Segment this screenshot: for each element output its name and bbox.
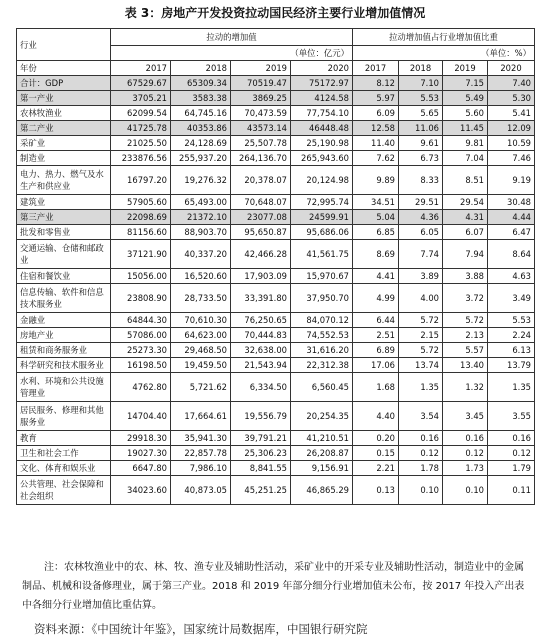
table-cell: 0.16 <box>488 431 535 446</box>
table-cell: 4.31 <box>443 210 488 225</box>
table-cell: 3705.21 <box>111 91 171 106</box>
row-label: 科学研究和技术服务业 <box>17 358 111 373</box>
table-cell: 5.53 <box>399 91 443 106</box>
table-cell: 0.13 <box>353 476 399 505</box>
table-cell: 0.11 <box>488 476 535 505</box>
table-row <box>17 476 535 505</box>
table-cell: 5.04 <box>353 210 399 225</box>
table-cell: 76,250.65 <box>231 313 291 328</box>
table-cell: 40,873.05 <box>171 476 231 505</box>
table-cell: 29.54 <box>443 195 488 210</box>
table-cell: 45,251.25 <box>231 476 291 505</box>
table-cell: 46,865.29 <box>291 476 353 505</box>
table-cell: 24,128.69 <box>171 136 231 151</box>
table-cell: 1.68 <box>353 373 399 402</box>
table-cell: 25,306.23 <box>231 446 291 461</box>
table-cell: 0.16 <box>399 431 443 446</box>
table-cell: 37121.90 <box>111 240 171 269</box>
row-label: 农林牧渔业 <box>17 106 111 121</box>
table-cell: 5.65 <box>399 106 443 121</box>
table-cell: 77,754.10 <box>291 106 353 121</box>
table-cell: 14704.40 <box>111 402 171 431</box>
table-cell: 39,791.21 <box>231 431 291 446</box>
table-cell: 4.40 <box>353 402 399 431</box>
table-cell: 57905.60 <box>111 195 171 210</box>
table-cell: 6.05 <box>399 225 443 240</box>
table-cell: 1.78 <box>399 461 443 476</box>
table-cell: 5.41 <box>488 106 535 121</box>
value-group-header <box>111 29 353 46</box>
table-cell: 6.47 <box>488 225 535 240</box>
table-cell: 3.45 <box>443 402 488 431</box>
table-cell: 7.62 <box>353 151 399 166</box>
row-label: 采矿业 <box>17 136 111 151</box>
table-cell: 2.13 <box>443 328 488 343</box>
table-cell: 88,903.70 <box>171 225 231 240</box>
row-label: 第二产业 <box>17 121 111 136</box>
row-label: 卫生和社会工作 <box>17 446 111 461</box>
table-cell: 1.79 <box>488 461 535 476</box>
value-group-title: 拉动的增加值 <box>206 32 257 42</box>
table-row <box>17 284 535 313</box>
table-cell: 7.74 <box>399 240 443 269</box>
footnote: 注：农林牧渔业中的农、林、牧、渔专业及辅助性活动，采矿业中的开采专业及辅助性活动，制造业中的金属制品、机械和设备修理业，属于第三产业。2018 和 2019 年部分细分行业增加值未公布，按 2017 年投入产出表中各细分行业增加值比重估算。 <box>22 562 525 611</box>
table-cell: 7.04 <box>443 151 488 166</box>
table-cell: 25,507.78 <box>231 136 291 151</box>
table-cell: 7.40 <box>488 76 535 91</box>
table-cell: 62099.54 <box>111 106 171 121</box>
table-cell: 70,648.07 <box>231 195 291 210</box>
table-cell: 57086.00 <box>111 328 171 343</box>
table-cell: 5.57 <box>443 343 488 358</box>
table-cell: 5.72 <box>399 313 443 328</box>
table-cell: 81156.60 <box>111 225 171 240</box>
table-cell: 2.15 <box>399 328 443 343</box>
table-cell: 0.10 <box>443 476 488 505</box>
table-cell: 4762.80 <box>111 373 171 402</box>
table-cell: 34.51 <box>353 195 399 210</box>
table-cell: 30.48 <box>488 195 535 210</box>
table-cell: 12.58 <box>353 121 399 136</box>
table-cell: 0.12 <box>443 446 488 461</box>
table-cell: 2.21 <box>353 461 399 476</box>
table-cell: 8.64 <box>488 240 535 269</box>
table-cell: 3583.38 <box>171 91 231 106</box>
table-cell: 0.16 <box>443 431 488 446</box>
table-cell: 4.00 <box>399 284 443 313</box>
table-cell: 7,986.10 <box>171 461 231 476</box>
table-row <box>17 195 535 210</box>
table-cell: 1.32 <box>443 373 488 402</box>
row-label: 合计：GDP <box>17 76 111 91</box>
table-cell: 11.06 <box>399 121 443 136</box>
table-cell: 65309.34 <box>171 76 231 91</box>
table-cell: 233876.56 <box>111 151 171 166</box>
year-header-cell: 2017 <box>111 61 171 76</box>
table-cell: 95,650.87 <box>231 225 291 240</box>
table-cell: 64,623.00 <box>171 328 231 343</box>
table-row <box>17 166 535 195</box>
table-cell: 4.36 <box>399 210 443 225</box>
table-cell: 70,473.59 <box>231 106 291 121</box>
table-cell: 4.41 <box>353 269 399 284</box>
table-cell: 5.53 <box>488 313 535 328</box>
table-cell: 34023.60 <box>111 476 171 505</box>
table-cell: 46448.48 <box>291 121 353 136</box>
table-cell: 19,459.50 <box>171 358 231 373</box>
table-row <box>17 358 535 373</box>
table-cell: 1.35 <box>399 373 443 402</box>
table-cell: 29,468.50 <box>171 343 231 358</box>
row-label: 建筑业 <box>17 195 111 210</box>
share-group-title: 拉动增加值占行业增加值比重 <box>389 32 498 42</box>
table-cell: 70,610.30 <box>171 313 231 328</box>
table-cell: 64,745.16 <box>171 106 231 121</box>
table-cell: 13.79 <box>488 358 535 373</box>
year-label: 年份 <box>17 61 111 76</box>
table-cell: 64844.30 <box>111 313 171 328</box>
table-cell: 6,560.45 <box>291 373 353 402</box>
row-label: 第三产业 <box>17 210 111 225</box>
year-header-cell: 2020 <box>291 61 353 76</box>
table-cell: 20,124.98 <box>291 166 353 195</box>
table-title: 表 3：房地产开发投资拉动国民经济主要行业增加值情况 <box>124 6 426 20</box>
year-header-cell: 2017 <box>353 61 399 76</box>
table-cell: 8.33 <box>399 166 443 195</box>
table-cell: 3.89 <box>399 269 443 284</box>
table-cell: 7.94 <box>443 240 488 269</box>
table-cell: 3.72 <box>443 284 488 313</box>
table-cell: 16,520.60 <box>171 269 231 284</box>
table-cell: 22098.69 <box>111 210 171 225</box>
table-cell: 5.97 <box>353 91 399 106</box>
table-row <box>17 106 535 121</box>
table-row <box>17 343 535 358</box>
table-cell: 5.30 <box>488 91 535 106</box>
table-cell: 8.69 <box>353 240 399 269</box>
table-row <box>17 431 535 446</box>
table-cell: 2.51 <box>353 328 399 343</box>
row-label: 住宿和餐饮业 <box>17 269 111 284</box>
table-cell: 22,312.38 <box>291 358 353 373</box>
table-cell: 0.12 <box>488 446 535 461</box>
table-row <box>17 269 535 284</box>
table-cell: 19,276.32 <box>171 166 231 195</box>
table-cell: 70519.47 <box>231 76 291 91</box>
table-cell: 23808.90 <box>111 284 171 313</box>
table-cell: 20,378.07 <box>231 166 291 195</box>
table-cell: 6.89 <box>353 343 399 358</box>
table-cell: 255,937.20 <box>171 151 231 166</box>
table-cell: 26,208.87 <box>291 446 353 461</box>
table-cell: 8.51 <box>443 166 488 195</box>
row-label: 信息传输、软件和信息技术服务业 <box>17 284 111 313</box>
table-cell: 72,995.74 <box>291 195 353 210</box>
table-row <box>17 151 535 166</box>
table-cell: 3.49 <box>488 284 535 313</box>
table-cell: 25,190.98 <box>291 136 353 151</box>
table-cell: 6.85 <box>353 225 399 240</box>
row-label: 第一产业 <box>17 91 111 106</box>
table-cell: 16797.20 <box>111 166 171 195</box>
row-label: 电力、热力、燃气及水生产和供应业 <box>17 166 111 195</box>
table-cell: 15,970.67 <box>291 269 353 284</box>
table-cell: 3.55 <box>488 402 535 431</box>
table-cell: 6.13 <box>488 343 535 358</box>
table-cell: 11.40 <box>353 136 399 151</box>
table-cell: 3.88 <box>443 269 488 284</box>
table-cell: 9,156.91 <box>291 461 353 476</box>
table-row <box>17 76 535 91</box>
table-cell: 17.06 <box>353 358 399 373</box>
row-label: 居民服务、修理和其他服务业 <box>17 402 111 431</box>
table-cell: 6.07 <box>443 225 488 240</box>
table-cell: 6.73 <box>399 151 443 166</box>
table-cell: 74,552.53 <box>291 328 353 343</box>
table-cell: 13.74 <box>399 358 443 373</box>
table-cell: 32,638.00 <box>231 343 291 358</box>
table-cell: 7.46 <box>488 151 535 166</box>
table-cell: 41725.78 <box>111 121 171 136</box>
table-cell: 8,841.55 <box>231 461 291 476</box>
table-row <box>17 402 535 431</box>
table-cell: 41,210.51 <box>291 431 353 446</box>
table-cell: 4124.58 <box>291 91 353 106</box>
table-row <box>17 313 535 328</box>
table-cell: 19027.30 <box>111 446 171 461</box>
table-cell: 264,136.70 <box>231 151 291 166</box>
table-cell: 9.61 <box>399 136 443 151</box>
table-row <box>17 240 535 269</box>
table-cell: 8.12 <box>353 76 399 91</box>
table-cell: 4.44 <box>488 210 535 225</box>
table-cell: 70,444.83 <box>231 328 291 343</box>
table-cell: 5.72 <box>399 343 443 358</box>
table-cell: 29918.30 <box>111 431 171 446</box>
table-cell: 5,721.62 <box>171 373 231 402</box>
table-cell: 31,616.20 <box>291 343 353 358</box>
table-cell: 6.09 <box>353 106 399 121</box>
table-row <box>17 121 535 136</box>
table-cell: 95,686.06 <box>291 225 353 240</box>
table-cell: 21372.10 <box>171 210 231 225</box>
table-cell: 6.44 <box>353 313 399 328</box>
table-cell: 35,941.30 <box>171 431 231 446</box>
table-cell: 21025.50 <box>111 136 171 151</box>
table-cell: 40353.86 <box>171 121 231 136</box>
table-cell: 0.15 <box>353 446 399 461</box>
table-cell: 2.24 <box>488 328 535 343</box>
row-label: 水利、环境和公共设施管理业 <box>17 373 111 402</box>
table-cell: 6647.80 <box>111 461 171 476</box>
table-row <box>17 136 535 151</box>
table-cell: 10.59 <box>488 136 535 151</box>
table-cell: 16198.50 <box>111 358 171 373</box>
table-cell: 0.10 <box>399 476 443 505</box>
table-cell: 0.12 <box>399 446 443 461</box>
row-label: 房地产业 <box>17 328 111 343</box>
table-cell: 42,466.28 <box>231 240 291 269</box>
table-cell: 17,903.09 <box>231 269 291 284</box>
table-cell: 20,254.35 <box>291 402 353 431</box>
table-cell: 3869.25 <box>231 91 291 106</box>
table-cell: 23077.08 <box>231 210 291 225</box>
year-header-cell: 2019 <box>443 61 488 76</box>
table-cell: 22,857.78 <box>171 446 231 461</box>
industry-header: 行业 <box>17 29 111 61</box>
table-cell: 4.63 <box>488 269 535 284</box>
table-row <box>17 328 535 343</box>
table-cell: 75172.97 <box>291 76 353 91</box>
table-cell: 43573.14 <box>231 121 291 136</box>
table-cell: 9.81 <box>443 136 488 151</box>
table-cell: 19,556.79 <box>231 402 291 431</box>
year-header-cell: 2018 <box>399 61 443 76</box>
table-cell: 5.72 <box>443 313 488 328</box>
table-cell: 9.89 <box>353 166 399 195</box>
table-cell: 41,561.75 <box>291 240 353 269</box>
row-label: 批发和零售业 <box>17 225 111 240</box>
row-label: 金融业 <box>17 313 111 328</box>
row-label: 制造业 <box>17 151 111 166</box>
row-label: 公共管理、社会保障和社会组织 <box>17 476 111 505</box>
share-unit: （单位：%） <box>353 46 535 61</box>
table-row <box>17 446 535 461</box>
table-cell: 15056.00 <box>111 269 171 284</box>
table-cell: 33,391.80 <box>231 284 291 313</box>
table-row <box>17 225 535 240</box>
table-row <box>17 373 535 402</box>
table-cell: 67529.67 <box>111 76 171 91</box>
table-cell: 6,334.50 <box>231 373 291 402</box>
year-header-cell: 2019 <box>231 61 291 76</box>
table-cell: 29.51 <box>399 195 443 210</box>
row-label: 教育 <box>17 431 111 446</box>
row-label: 租赁和商务服务业 <box>17 343 111 358</box>
table-cell: 11.45 <box>443 121 488 136</box>
table-cell: 25273.30 <box>111 343 171 358</box>
year-header-row <box>17 61 535 76</box>
row-label: 交通运输、仓储和邮政业 <box>17 240 111 269</box>
table-cell: 5.60 <box>443 106 488 121</box>
table-cell: 7.15 <box>443 76 488 91</box>
table-cell: 9.19 <box>488 166 535 195</box>
table-cell: 7.10 <box>399 76 443 91</box>
table-cell: 3.54 <box>399 402 443 431</box>
table-row <box>17 91 535 106</box>
table-cell: 17,664.61 <box>171 402 231 431</box>
table-cell: 1.35 <box>488 373 535 402</box>
value-unit: （单位：亿元） <box>111 46 353 61</box>
share-group-header <box>353 29 535 46</box>
table-cell: 24599.91 <box>291 210 353 225</box>
table-cell: 21,543.94 <box>231 358 291 373</box>
table-cell: 0.20 <box>353 431 399 446</box>
table-row <box>17 461 535 476</box>
data-table <box>16 28 535 505</box>
table-cell: 12.09 <box>488 121 535 136</box>
table-cell: 37,950.70 <box>291 284 353 313</box>
table-cell: 1.73 <box>443 461 488 476</box>
table-cell: 4.99 <box>353 284 399 313</box>
year-header-cell: 2020 <box>488 61 535 76</box>
table-cell: 28,733.50 <box>171 284 231 313</box>
table-cell: 5.49 <box>443 91 488 106</box>
row-label: 文化、体育和娱乐业 <box>17 461 111 476</box>
table-cell: 265,943.60 <box>291 151 353 166</box>
table-row <box>17 210 535 225</box>
table-cell: 13.40 <box>443 358 488 373</box>
year-header-cell: 2018 <box>171 61 231 76</box>
source-line: 资料来源：《中国统计年鉴》，国家统计局数据库，中国银行研究院 <box>34 622 368 636</box>
table-cell: 65,493.00 <box>171 195 231 210</box>
table-cell: 40,337.20 <box>171 240 231 269</box>
table-cell: 84,070.12 <box>291 313 353 328</box>
